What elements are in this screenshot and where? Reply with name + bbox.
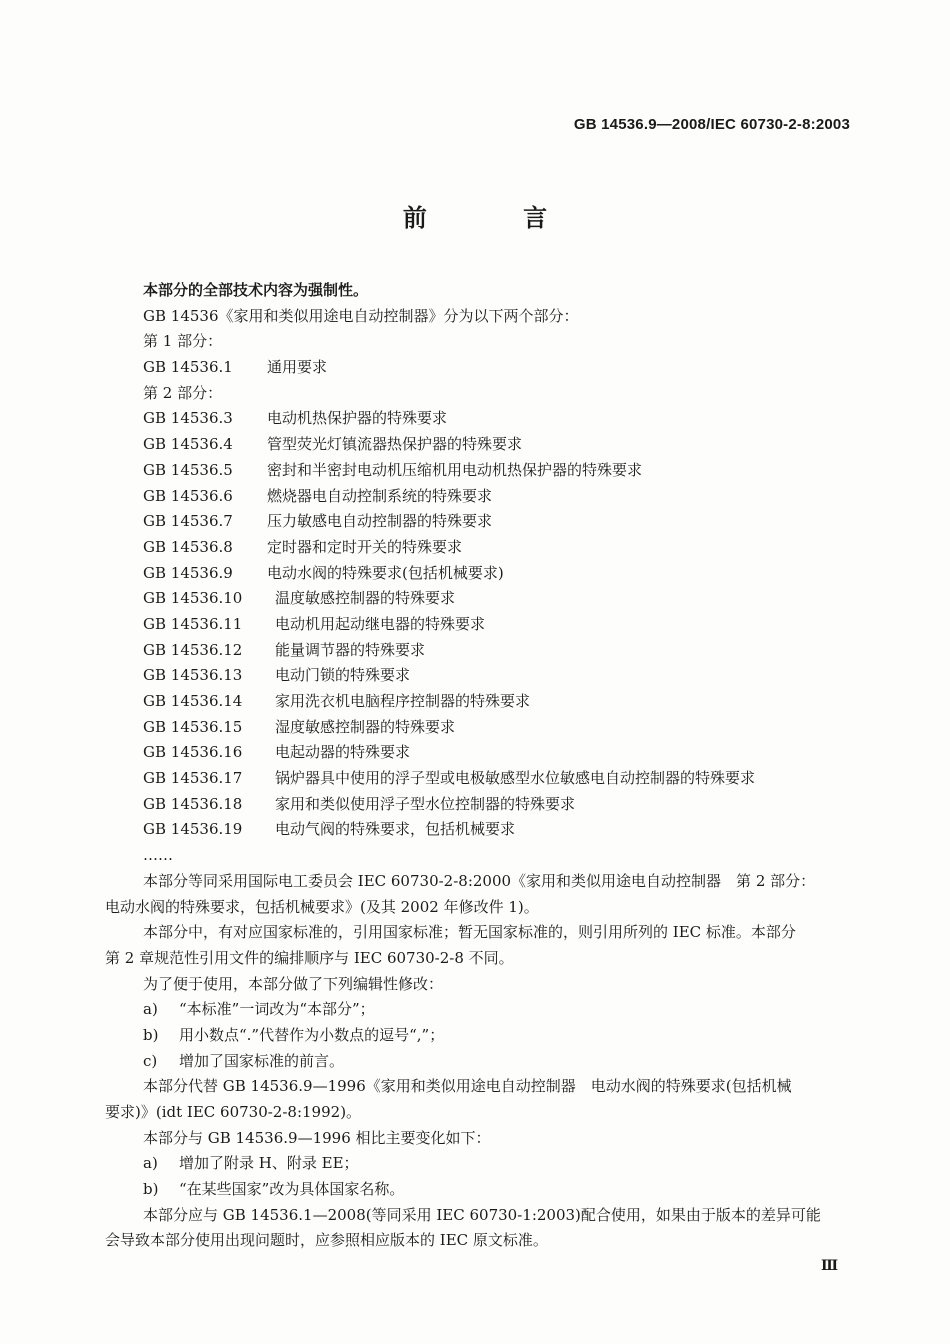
part2-list: [105, 406, 845, 843]
standard-title: 定时器和定时开关的特殊要求: [267, 537, 463, 556]
standard-title: 电动机热保护器的特殊要求: [267, 409, 448, 428]
intro-line: GB 14536《家用和类似用途电自动控制器》分为以下两个部分：: [143, 306, 579, 325]
standard-title: 电动气阀的特殊要求，包括机械要求: [275, 820, 516, 839]
standard-list-item: [105, 792, 845, 818]
standard-list-item: [105, 484, 845, 510]
standard-list-item: [105, 766, 845, 792]
standard-code: GB 14536.5: [143, 460, 233, 479]
standard-code: GB 14536.16: [143, 743, 243, 762]
list-item-label: c): [143, 1051, 158, 1070]
standard-code: GB 14536.11: [143, 614, 243, 633]
standard-title: 温度敏感控制器的特殊要求: [275, 589, 456, 608]
standard-list-item: [105, 432, 845, 458]
paragraph-line: 会导致本部分使用出现问题时，应参照相应版本的 IEC 原文标准。: [105, 1231, 548, 1250]
standard-title: 家用和类似使用浮子型水位控制器的特殊要求: [275, 794, 576, 813]
paragraph-edit-intro: 为了便于使用，本部分做了下列编辑性修改：: [143, 974, 444, 993]
paragraph-replacement: [105, 1074, 845, 1125]
list-item-text: “本标准”一词改为“本部分”；: [179, 1000, 375, 1019]
paragraph-line: 本部分应与 GB 14536.1—2008(等同采用 IEC 60730-1:2003)配合使用，如果由于版本的差异可能: [143, 1205, 821, 1224]
list-item: [105, 1151, 845, 1177]
standard-list-item: [105, 535, 845, 561]
standard-code: GB 14536.8: [143, 537, 233, 556]
ellipsis: ……: [143, 846, 173, 865]
part1-label: 第 1 部分：: [143, 332, 223, 351]
standard-title: 压力敏感电自动控制器的特殊要求: [267, 512, 493, 531]
list-item: [105, 997, 845, 1023]
part2-label: 第 2 部分：: [143, 383, 223, 402]
standard-list-item: [105, 586, 845, 612]
standard-code: GB 14536.10: [143, 589, 243, 608]
standard-code: GB 14536.17: [143, 769, 243, 788]
standard-title: 电起动器的特殊要求: [275, 743, 411, 762]
paragraph-line: 第 2 章规范性引用文件的编排顺序与 IEC 60730-2-8 不同。: [105, 948, 514, 967]
list-item: [105, 1023, 845, 1049]
standard-list-item: [105, 561, 845, 587]
standard-list-item: [105, 689, 845, 715]
mandatory-statement: 本部分的全部技术内容为强制性。: [143, 281, 369, 299]
list-item-text: 增加了国家标准的前言。: [179, 1051, 345, 1070]
list-item-label: a): [143, 1154, 158, 1173]
paragraph-line: 本部分中，有对应国家标准的，引用国家标准；暂无国家标准的，则引用所列的 IEC 标准。本部分: [143, 923, 796, 942]
standard-title: 家用洗衣机电脑程序控制器的特殊要求: [275, 692, 531, 710]
standard-list-item: [105, 509, 845, 535]
standard-list-item: [105, 638, 845, 664]
paragraph-changes-intro: 本部分与 GB 14536.9—1996 相比主要变化如下：: [143, 1128, 491, 1147]
list-item: [105, 1049, 845, 1075]
standard-code: GB 14536.12: [143, 640, 243, 659]
standard-title: 管型荧光灯镇流器热保护器的特殊要求: [267, 435, 523, 454]
paragraph-line: 本部分代替 GB 14536.9—1996《家用和类似用途电自动控制器 电动水阀的特殊要求(包括机械: [143, 1077, 792, 1096]
list-item-label: b): [143, 1025, 159, 1044]
standard-code: GB 14536.1: [143, 358, 233, 377]
paragraph-adoption: [105, 869, 845, 920]
paragraph-usage: [105, 1203, 845, 1254]
standard-list-item: [105, 740, 845, 766]
foreword-body: [105, 278, 845, 1254]
changes-list: [105, 1151, 845, 1202]
standard-title: 通用要求: [267, 358, 328, 377]
standard-list-item: [105, 715, 845, 741]
standard-list-item: [105, 612, 845, 638]
list-item: [105, 1177, 845, 1203]
standard-list-item: [105, 458, 845, 484]
standard-list-item: [105, 817, 845, 843]
standard-title: 电动门锁的特殊要求: [275, 666, 411, 685]
part1-list: [105, 355, 845, 381]
list-item-text: 用小数点“.”代替作为小数点的逗号“,”；: [179, 1025, 445, 1044]
standard-title: 燃烧器电自动控制系统的特殊要求: [267, 486, 493, 505]
standard-code: GB 14536.19: [143, 820, 243, 839]
standard-title: 湿度敏感控制器的特殊要求: [275, 717, 456, 736]
page-number: Ⅲ: [820, 1258, 838, 1274]
standard-code: GB 14536.13: [143, 666, 243, 685]
standard-title: 密封和半密封电动机压缩机用电动机热保护器的特殊要求: [267, 460, 643, 479]
standard-code: GB 14536.9: [143, 563, 233, 582]
standard-title: 能量调节器的特殊要求: [275, 640, 426, 659]
standard-code: GB 14536.14: [143, 692, 243, 710]
paragraph-line: 电动水阀的特殊要求，包括机械要求》(及其 2002 年修改件 1)。: [105, 897, 539, 916]
standard-code: GB 14536.3: [143, 409, 233, 428]
list-item-label: a): [143, 1000, 158, 1019]
document-header: GB 14536.9—2008/IEC 60730-2-8:2003: [573, 116, 850, 133]
standard-code: GB 14536.18: [143, 794, 243, 813]
paragraph-references: [105, 920, 845, 971]
edits-list: [105, 997, 845, 1074]
page-title: 前 言: [402, 204, 592, 232]
standard-title: 锅炉器具中使用的浮子型或电极敏感型水位敏感电自动控制器的特殊要求: [275, 769, 756, 788]
standard-list-item: [105, 355, 845, 381]
paragraph-line: 要求)》(idt IEC 60730-2-8:1992)。: [105, 1103, 362, 1121]
list-item-text: “在某些国家”改为具体国家名称。: [179, 1180, 405, 1199]
standard-code: GB 14536.15: [143, 717, 243, 736]
standard-title: 电动水阀的特殊要求(包括机械要求): [267, 563, 504, 582]
standard-code: GB 14536.6: [143, 486, 233, 505]
standard-list-item: [105, 663, 845, 689]
standard-code: GB 14536.7: [143, 512, 233, 531]
list-item-label: b): [143, 1180, 159, 1199]
paragraph-line: 本部分等同采用国际电工委员会 IEC 60730-2-8:2000《家用和类似用途电自动控制器 第 2 部分：: [143, 871, 816, 890]
list-item-text: 增加了附录 H、附录 EE；: [179, 1154, 359, 1173]
standard-list-item: [105, 406, 845, 432]
standard-title: 电动机用起动继电器的特殊要求: [275, 614, 486, 633]
standard-code: GB 14536.4: [143, 435, 233, 454]
